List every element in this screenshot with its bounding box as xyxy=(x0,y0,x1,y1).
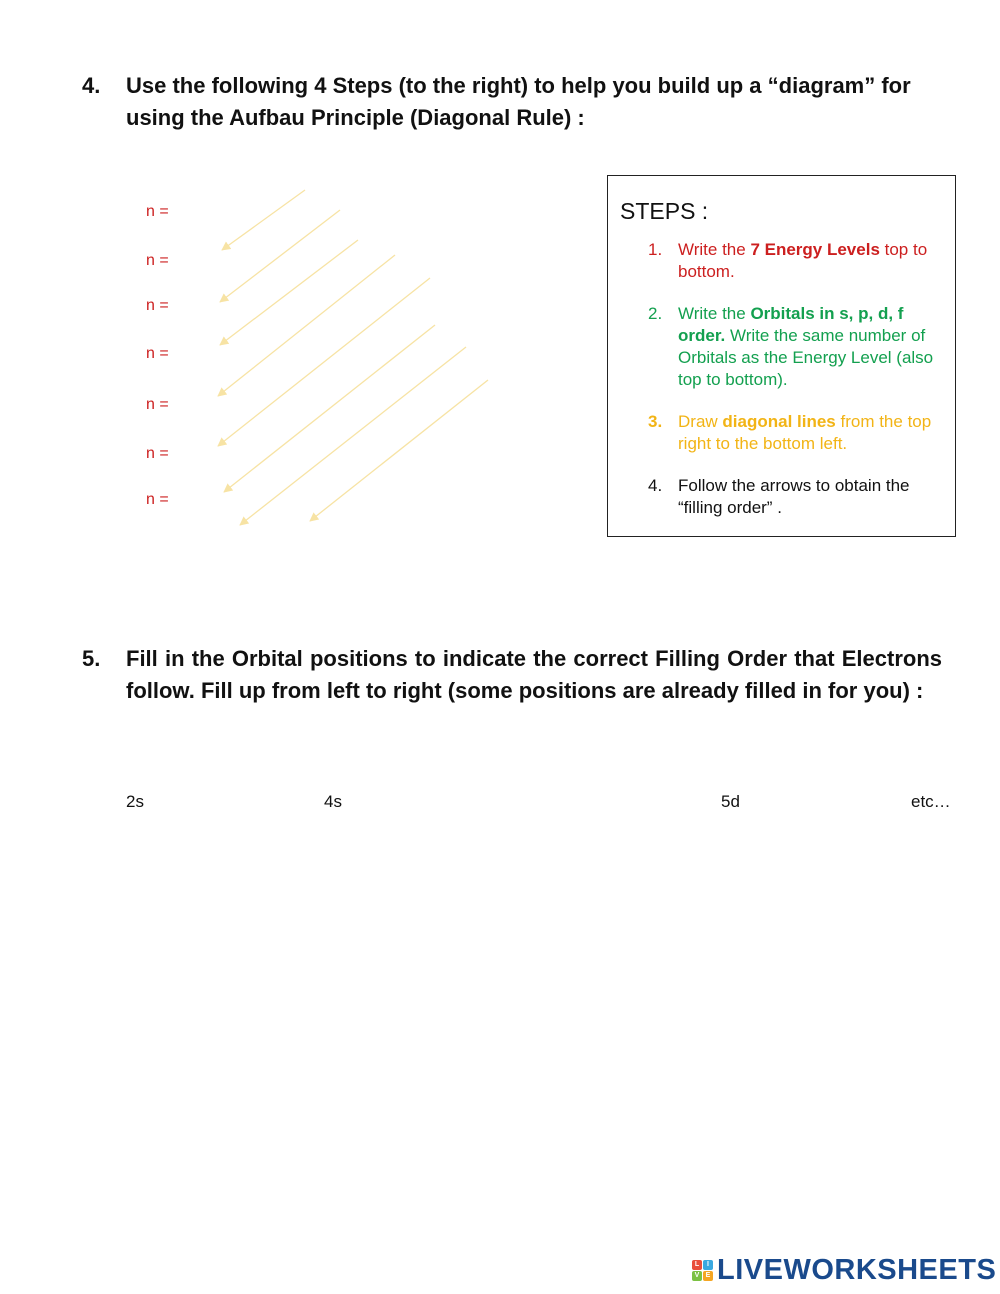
diagonal-arrow-6 xyxy=(224,325,435,492)
step-number: 2. xyxy=(648,304,663,323)
energy-level-label-3: n = xyxy=(146,297,169,314)
steps-box xyxy=(607,175,956,537)
energy-level-label-2: n = xyxy=(146,252,169,269)
filling-order-etc: etc… xyxy=(911,792,951,811)
step-text: Follow the arrows to obtain the “filling order” . xyxy=(678,476,910,517)
energy-level-label-1: n = xyxy=(146,203,169,220)
diagonal-arrow-1 xyxy=(222,190,305,250)
question-text: Use the following 4 Steps (to the right) to help you build up a “diagram” for using the Aufbau Principle (Diagonal Rule) : xyxy=(126,73,911,130)
step-text: Draw diagonal lines from the top right to the bottom left. xyxy=(678,412,932,453)
energy-level-label-4: n = xyxy=(146,345,169,362)
question-text: Fill in the Orbital positions to indicate the correct Filling Order that Electrons follow. Fill up from left to right (some positions are already filled in for you) : xyxy=(126,646,942,703)
energy-level-label-5: n = xyxy=(146,396,169,413)
diagonal-arrow-7 xyxy=(240,347,466,525)
energy-level-label-7: n = xyxy=(146,491,169,508)
diagonal-arrow-3 xyxy=(220,240,358,345)
diagonal-arrow-2 xyxy=(220,210,340,302)
diagonal-arrow-8 xyxy=(310,380,488,521)
logo-text: LIVEWORKSHEETS xyxy=(717,1254,997,1286)
step-text: Write the Orbitals in s, p, d, f order. Write the same number of Orbitals as the Energy Level (also top to bottom). xyxy=(678,304,934,389)
logo-mark-icon: L I V E xyxy=(692,1260,713,1281)
filled-orbital-4s: 4s xyxy=(324,792,342,811)
step-number: 1. xyxy=(648,240,663,259)
step-text: Write the 7 Energy Levels top to bottom. xyxy=(678,240,928,281)
energy-level-label-6: n = xyxy=(146,445,169,462)
filled-orbital-5d: 5d xyxy=(721,792,740,811)
question-number: 5. xyxy=(82,646,101,671)
step-number: 3. xyxy=(648,412,663,431)
diagonal-arrow-5 xyxy=(218,278,430,446)
liveworksheets-logo xyxy=(692,1254,996,1286)
diagonal-arrow-4 xyxy=(218,255,395,396)
question-number: 4. xyxy=(82,73,101,98)
steps-title: STEPS : xyxy=(620,198,709,224)
filled-orbital-2s: 2s xyxy=(126,792,144,811)
step-number: 4. xyxy=(648,476,663,495)
